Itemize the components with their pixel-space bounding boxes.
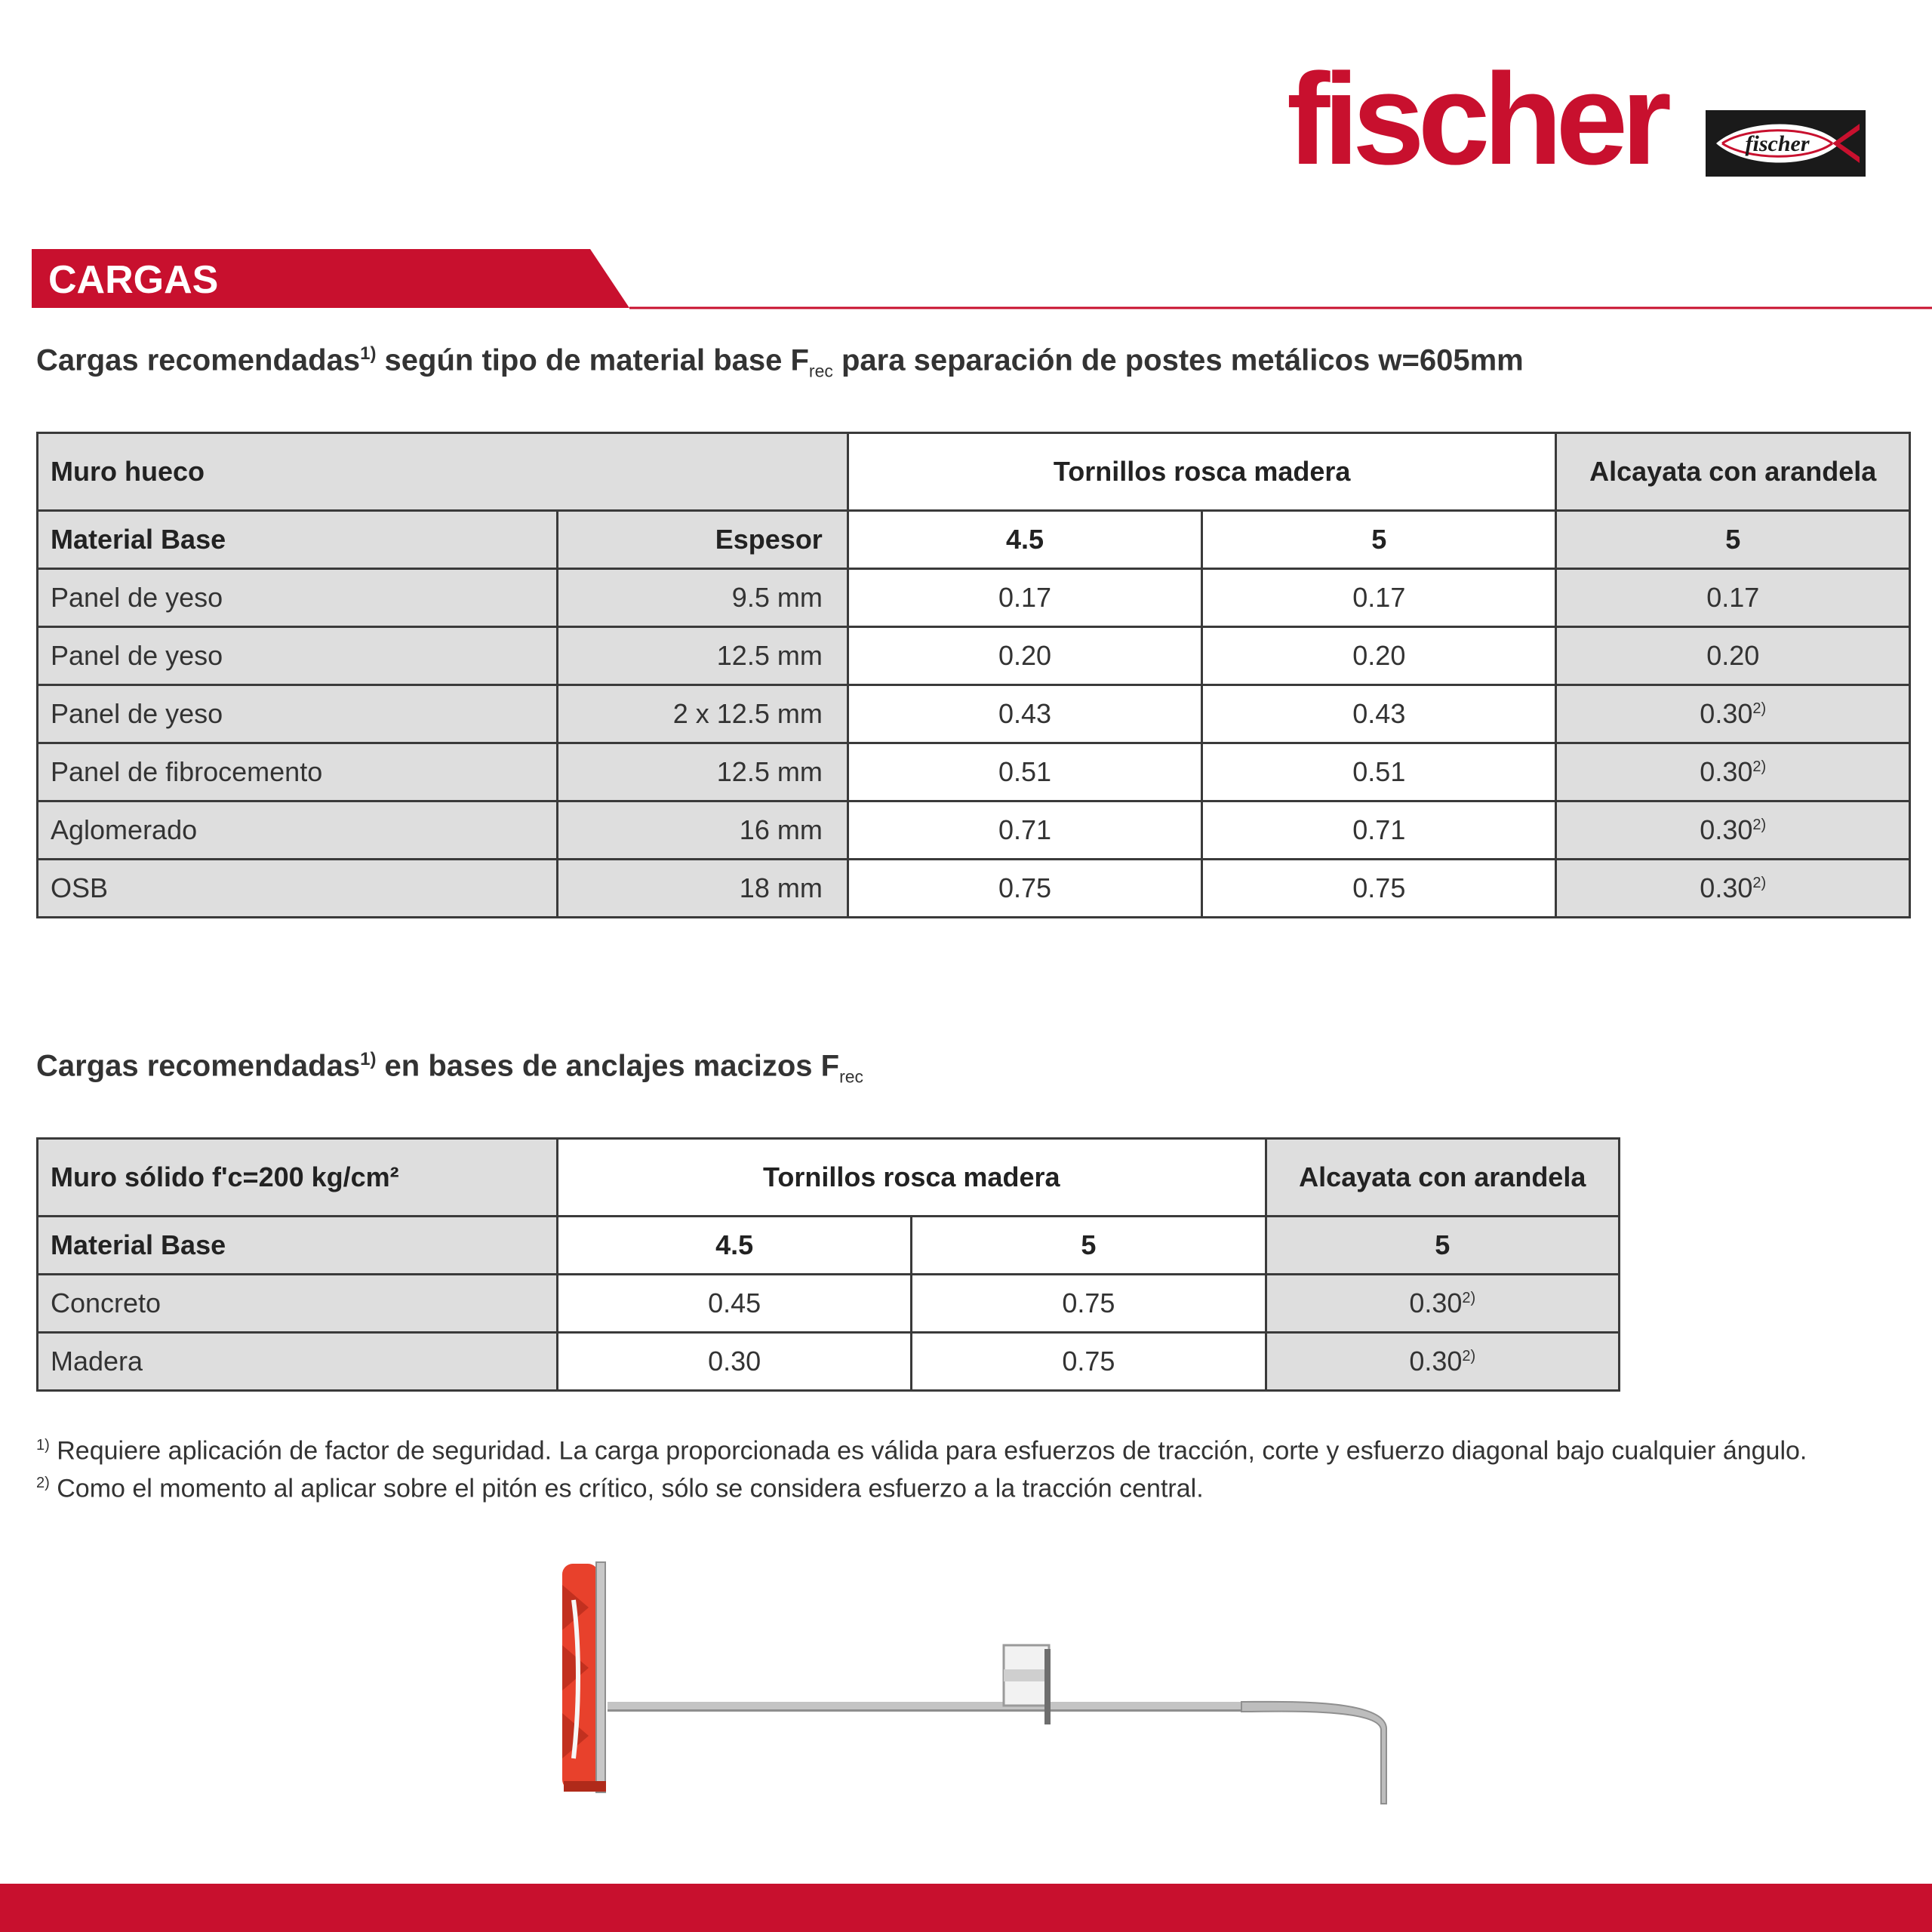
hook-cell: 0.20 (1556, 627, 1910, 685)
hook-size-5-header: 5 (1266, 1217, 1619, 1275)
screw-5-cell: 0.43 (1202, 685, 1556, 743)
screw-5-cell: 0.75 (912, 1275, 1266, 1333)
group-header-hollow-wall: Muro hueco (38, 433, 848, 511)
screw-size-4-5-header: 4.5 (848, 511, 1201, 569)
material-cell: Aglomerado (38, 801, 558, 860)
thickness-cell: 12.5 mm (558, 743, 848, 801)
thickness-cell: 12.5 mm (558, 627, 848, 685)
screw-4-5-cell: 0.30 (557, 1333, 911, 1391)
screw-size-4-5-header: 4.5 (557, 1217, 911, 1275)
table-row (38, 569, 1910, 627)
thickness-header: Espesor (558, 511, 848, 569)
brand-wordmark: fischer (1287, 47, 1666, 192)
screw-5-cell: 0.51 (1202, 743, 1556, 801)
hook-header: Alcayata con arandela (1266, 1139, 1619, 1217)
screw-4-5-cell: 0.51 (848, 743, 1201, 801)
thickness-cell: 18 mm (558, 860, 848, 918)
anchor-plug-with-hook-icon (551, 1555, 1396, 1811)
screws-header: Tornillos rosca madera (557, 1139, 1266, 1217)
screw-5-cell: 0.17 (1202, 569, 1556, 627)
table-row (38, 801, 1910, 860)
bottom-bar (0, 1884, 1932, 1932)
material-cell: Panel de yeso (38, 569, 558, 627)
hook-cell: 0.30$^{2)}$ (1266, 1275, 1619, 1333)
solid-wall-loads-table (36, 1137, 1620, 1392)
table-row (38, 743, 1910, 801)
hollow-wall-loads-table (36, 432, 1911, 918)
screw-5-cell: 0.75 (1202, 860, 1556, 918)
screw-size-5-header: 5 (1202, 511, 1556, 569)
section-header (32, 249, 1932, 311)
table-header-row (38, 433, 1910, 511)
material-cell: Concreto (38, 1275, 558, 1333)
footnote-1: $^{1)}$ Requiere aplicación de factor de seguridad. La carga proporcionada es válida para esfuerzos de tracción, corte y esfuerzo diagonal bajo cualquier ángulo. (36, 1436, 1807, 1466)
screw-size-5-header: 5 (912, 1217, 1266, 1275)
screw-5-cell: 0.75 (912, 1333, 1266, 1391)
hook-cell: 0.30$^{2)}$ (1266, 1333, 1619, 1391)
footnote-2: $^{2)}$ Como el momento al aplicar sobre el pitón es crítico, sólo se considera esfuerzo a la tracción central. (36, 1474, 1204, 1503)
table-header-row (38, 1139, 1620, 1217)
screw-5-cell: 0.20 (1202, 627, 1556, 685)
fischer-logo (1287, 47, 1860, 192)
footnotes (36, 1426, 1807, 1502)
material-cell: Madera (38, 1333, 558, 1391)
thickness-cell: 16 mm (558, 801, 848, 860)
section-band-shape (32, 249, 1932, 311)
screw-4-5-cell: 0.71 (848, 801, 1201, 860)
table1-title: Cargas recomendadas$^{1)}$ según tipo de material base $F_{rec}$ para separación de postes metálicos w=605mm (36, 343, 1524, 381)
screw-4-5-cell: 0.43 (848, 685, 1201, 743)
table-row (38, 685, 1910, 743)
material-header: Material Base (38, 511, 558, 569)
material-cell: OSB (38, 860, 558, 918)
table-row (38, 1275, 1620, 1333)
material-cell: Panel de yeso (38, 685, 558, 743)
thickness-cell: 2 x 12.5 mm (558, 685, 848, 743)
hook-cell: 0.17 (1556, 569, 1910, 627)
screw-4-5-cell: 0.17 (848, 569, 1201, 627)
material-cell: Panel de fibrocemento (38, 743, 558, 801)
material-cell: Panel de yeso (38, 627, 558, 685)
hook-cell: 0.30$^{2)}$ (1556, 801, 1910, 860)
screws-header: Tornillos rosca madera (848, 433, 1556, 511)
hook-header: Alcayata con arandela (1556, 433, 1910, 511)
hook-size-5-header: 5 (1556, 511, 1910, 569)
hook-cell: 0.30$^{2)}$ (1556, 685, 1910, 743)
screw-4-5-cell: 0.75 (848, 860, 1201, 918)
table-subheader-row (38, 1217, 1620, 1275)
table-subheader-row (38, 511, 1910, 569)
section-title: CARGAS (48, 258, 219, 302)
fish-badge-icon (1706, 110, 1866, 177)
thickness-cell: 9.5 mm (558, 569, 848, 627)
table-row (38, 1333, 1620, 1391)
badge-text: fischer (1745, 131, 1810, 156)
table-row (38, 860, 1910, 918)
hook-cell: 0.30$^{2)}$ (1556, 860, 1910, 918)
screw-4-5-cell: 0.45 (557, 1275, 911, 1333)
table-row (38, 627, 1910, 685)
table2-title: Cargas recomendadas$^{1)}$ en bases de anclajes macizos $F_{rec}$ (36, 1049, 864, 1087)
screw-4-5-cell: 0.20 (848, 627, 1201, 685)
hook-cell: 0.30$^{2)}$ (1556, 743, 1910, 801)
screw-5-cell: 0.71 (1202, 801, 1556, 860)
group-header-solid-wall: Muro sólido f'c=200 kg/cm² (38, 1139, 558, 1217)
material-header: Material Base (38, 1217, 558, 1275)
